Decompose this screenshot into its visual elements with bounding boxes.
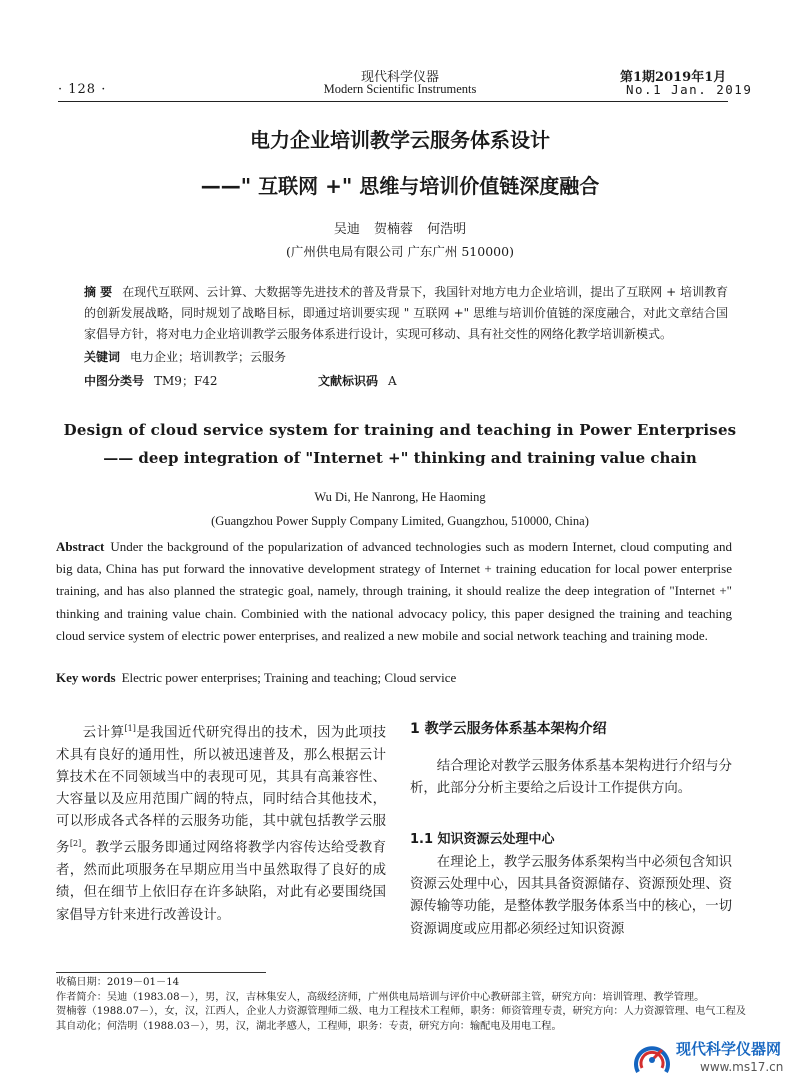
affiliation-en: (Guangzhou Power Supply Company Limited, Guangzhou, 510000, China) xyxy=(211,514,589,528)
affiliation-cn: (广州供电局有限公司 广东广州 510000) xyxy=(286,244,514,259)
section-1-heading: 1 教学云服务体系基本架构介绍 xyxy=(410,721,607,737)
abstract-en-label: Abstract xyxy=(56,539,105,554)
received-date: 收稿日期：2019－01－14 xyxy=(56,977,180,988)
section-1-paragraph: 结合理论对教学云服务体系基本架构进行介绍与分析，此部分分析主要给之后设计工作提供方向。 xyxy=(410,759,732,797)
site-watermark xyxy=(630,1036,800,1082)
author-bio-2: 贺楠蓉（1988.07－），女，汉，江西人，企业人力资源管理师二级、电力工程技术工程师，职务：师资管理专责，研究方向：人力资源管理、电气工程及其自动化；何浩明（1988.03－），男，汉，湖北孝感人，工程师，职务：专责，研究方向：输配电及用电工程。 xyxy=(56,1006,746,1032)
doc-code-value: A xyxy=(388,374,397,388)
issue-cn: 第1期2019年1月 xyxy=(620,70,727,85)
section-1-1-heading: 1.1 知识资源云处理中心 xyxy=(410,832,555,847)
title-cn-line2: ——" 互联网 +" 思维与培训价值链深度融合 xyxy=(200,174,600,198)
citation-2[interactable]: [2] xyxy=(69,839,82,849)
issue-en: No.1 Jan. 2019 xyxy=(626,82,753,97)
instrument-logo-icon xyxy=(632,1038,674,1080)
authors-cn: 吴迪 贺楠蓉 何浩明 xyxy=(333,222,467,237)
clc-value: TM9；F42 xyxy=(154,374,218,388)
journal-name-cn: 现代科学仪器 xyxy=(360,70,439,85)
title-cn-line1: 电力企业培训教学云服务体系设计 xyxy=(250,128,550,152)
page-number: · 128 · xyxy=(58,82,107,97)
body-left-column xyxy=(56,718,386,927)
keywords-cn xyxy=(84,348,286,365)
body-text: 。教学云服务即通过网络将教学内容传达给受教育者，然而此项服务在早期应用当中虽然取得了良好的成绩，但在细节上依旧存在许多缺陷，对此有必要围绕国家倡导方针来进行改善设计。 xyxy=(56,840,387,923)
section-1-1-paragraph: 在理论上，教学云服务体系架构当中必须包含知识资源云处理中心，因其具备资源储存、资源预处理、资源传输等功能，是整体教学服务体系当中的核心，一切资源调度或应用都必须经过知识资源 xyxy=(410,855,732,937)
watermark-url[interactable]: www.ms17.cn xyxy=(700,1060,784,1074)
journal-name-en: Modern Scientific Instruments xyxy=(323,82,477,96)
authors-en: Wu Di, He Nanrong, He Haoming xyxy=(314,490,486,504)
classification-row xyxy=(84,372,397,389)
doc-code-label: 文献标识码 xyxy=(318,374,379,388)
watermark-text: 现代科学仪器网 xyxy=(676,1040,782,1058)
abstract-cn-text: 在现代互联网、云计算、大数据等先进技术的普及背景下，我国针对地方电力企业培训，提出了互联网 + 培训教育的创新发展战略，同时规划了战略目标，即通过培训要实现 " 互联网 +" 思维与培训价值链的深度融合，对此文章结合国家倡导方针，将对电力企业培训教学云服务体系进行设计，实现可移动、具有社交性的网络化教学培训新模式。 xyxy=(84,285,728,341)
keywords-en xyxy=(56,670,456,686)
title-en-line1: Design of cloud service system for training and teaching in Power Enterprises xyxy=(63,421,737,439)
footnote xyxy=(56,976,746,1034)
citation-1[interactable]: [1] xyxy=(124,724,136,733)
clc-label: 中图分类号 xyxy=(84,374,145,388)
header-divider xyxy=(58,101,728,102)
abstract-en xyxy=(56,536,732,647)
abstract-en-text: Under the background of the popularization of advanced technologies such as modern Internet, cloud computing and big data, China has put forward the innovative development strategy of Internet + training education for local power enterprise training, and has also planned the strategic goal, namely, through training, it should realize the deep integration of "Internet +" thinking and training value chain. Combinied with the national advocacy policy, this paper designed the training and teaching cloud service system of electric power enterprises, and realized a new mobile and social network teaching and training mode. xyxy=(56,539,732,643)
keywords-en-label: Key words xyxy=(56,670,116,685)
keywords-cn-label: 关键词 xyxy=(84,350,121,364)
author-bio-1: 作者简介：吴迪（1983.08－），男，汉，吉林集安人，高级经济师，广州供电局培训与评价中心教研部主管，研究方向：培训管理、教学管理。 xyxy=(56,991,705,1003)
footnote-divider xyxy=(56,972,266,973)
keywords-cn-text: 电力企业；培训教学；云服务 xyxy=(130,350,287,364)
body-text: 云计算 xyxy=(82,725,125,741)
body-text: 是我国近代研究得出的技术，因为此项技术具有良好的通用性，所以被迅速普及，那么根据云计算技术在不同领域当中的表现可见，其具有高兼容性、大容量以及应用范围广阔的特点，同时结合其他技术，可以形成各式各样的云服务功能，其中就包括教学云服务 xyxy=(56,725,387,856)
document-code xyxy=(318,372,397,389)
abstract-cn-label: 摘 要 xyxy=(84,285,113,299)
title-en-line2: —— deep integration of "Internet +" thinking and training value chain xyxy=(103,449,697,467)
abstract-cn xyxy=(84,282,728,345)
keywords-en-text: Electric power enterprises; Training and teaching; Cloud service xyxy=(121,670,457,685)
